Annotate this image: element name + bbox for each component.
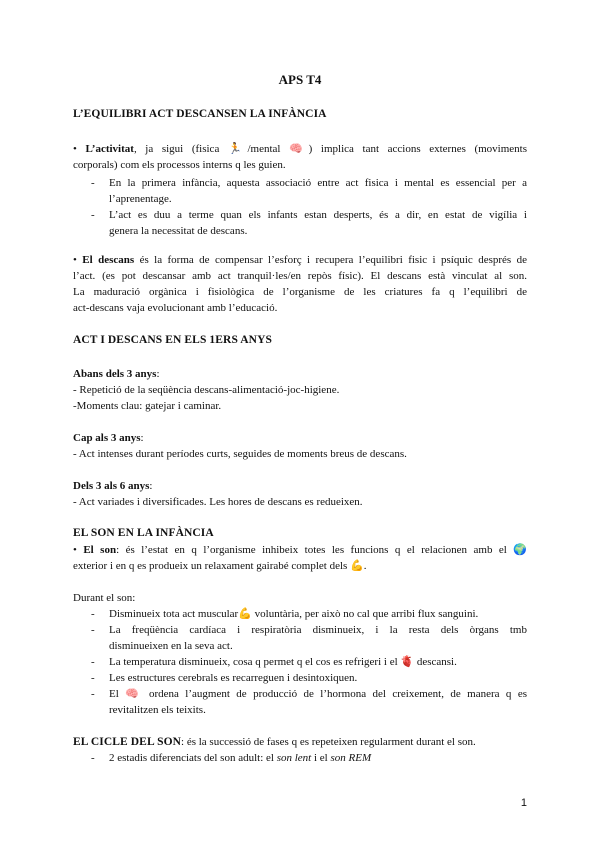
list-dash: - [91, 656, 95, 668]
list-dash: - [91, 209, 95, 221]
descans-term: El descans [82, 254, 135, 266]
descans-line-2: l’act. (es pot descansar amb act tranquil·les/en repòs físic). El descans està vinculat al son. [73, 270, 527, 282]
cicle-del-son: EL CICLE DEL SON: és la successió de fases q es repeteixen regularment durant el son. [73, 736, 476, 748]
activitat-term: L’activitat [85, 143, 134, 155]
descans-line-4: act-descans vaja evolucionant amb l’educació. [73, 302, 278, 314]
section-heading-equilibri: L’EQUILIBRI ACT DESCANSEN LA INFÀNCIA [73, 108, 327, 120]
durant-label: Durant el son: [73, 592, 136, 604]
son-line-1: • El son: és l’estat en q l’organisme inhibeix totes les funcions q el relacionen amb el 🌍 [73, 544, 528, 556]
muscle-icon: 💪 [238, 608, 252, 620]
block-title: Abans dels 3 anys: [73, 368, 160, 380]
list-item-text: 2 estadis diferenciats del son adult: el son lent i el son REM [109, 752, 372, 764]
block-line: - Act variades i diversificades. Les hores de descans es redueixen. [73, 496, 363, 508]
section-heading-son: EL SON EN LA INFÀNCIA [73, 527, 214, 539]
heart-icon: 🫀 [400, 656, 415, 668]
list-dash: - [91, 672, 95, 684]
muscle-icon: 💪 [350, 560, 364, 572]
list-item-text: La freqüència cardíaca i respiratòria disminueix, i la resta dels òrgans tmb [109, 624, 527, 636]
block-title: Dels 3 als 6 anys: [73, 480, 153, 492]
son-line-2: exterior i en q es produeix un relaxament gairabé complet dels 💪. [73, 560, 367, 572]
block-title: Cap als 3 anys: [73, 432, 144, 444]
activitat-line-2: corporals) com els processos interns q les guien. [73, 159, 286, 171]
list-item-text: En la primera infància, aquesta associació entre act fisica i mental es essencial per a [109, 177, 527, 189]
section-heading-cicle: EL CICLE DEL SON [73, 736, 182, 748]
list-dash: - [91, 177, 95, 189]
list-item-text: Disminueix tota act muscular💪 voluntària, per això no cal que arribi flux sanguini. [109, 608, 479, 620]
section-heading-act-descans: ACT I DESCANS EN ELS 1ERS ANYS [73, 334, 272, 346]
list-item-text: disminueixen en la seva act. [109, 640, 233, 652]
page-title: APS T4 [278, 72, 322, 87]
list-item-text: Les estructures cerebrals es recarreguen i desintoxiquen. [109, 672, 358, 684]
list-item-text: La temperatura disminueix, cosa q permet q el cos es refrigeri i el 🫀 descansi. [109, 656, 457, 668]
list-item-text: L’act es duu a terme quan els infants estan desperts, és a dir, en estat de vigília i [109, 209, 527, 221]
block-line: - Repetició de la seqüència descans-alimentació-joc-higiene. [73, 384, 340, 396]
list-item-text: revitalitzen els teixits. [109, 704, 206, 716]
globe-icon: 🌍 [513, 544, 528, 556]
page-number: 1 [520, 797, 527, 809]
block-line: - Act intenses durant períodes curts, seguides de moments breus de descans. [73, 448, 407, 460]
block-line: -Moments clau: gatejar i caminar. [73, 400, 222, 412]
descans-line-3: La maduració orgànica i fisiològica de l’organisme de les criatures fa q l’equilibri de [73, 286, 527, 298]
list-item-text: El 🧠 ordena l’augment de producció de l’hormona del creixement, de manera q es [109, 688, 528, 700]
list-dash: - [91, 688, 95, 700]
list-item-text: genera la necessitat de descans. [109, 225, 248, 237]
bullet: • [73, 143, 77, 155]
brain-icon: 🧠 [289, 143, 309, 155]
list-dash: - [91, 608, 95, 620]
descans-line-1: • El descans és la forma de compensar l’esforç i recupera l’equilibri fisic i psíquic després de [73, 254, 527, 266]
list-dash: - [91, 752, 95, 764]
list-dash: - [91, 624, 95, 636]
son-term: El son [83, 544, 117, 556]
brain-icon: 🧠 [125, 688, 143, 700]
list-item-text: l’aprenentage. [109, 193, 172, 205]
running-icon: 🏃 [227, 143, 248, 155]
activitat-line-1: • L’activitat, ja sigui (fisica 🏃/mental 🧠) implica tant accions externes (moviments [73, 143, 528, 155]
